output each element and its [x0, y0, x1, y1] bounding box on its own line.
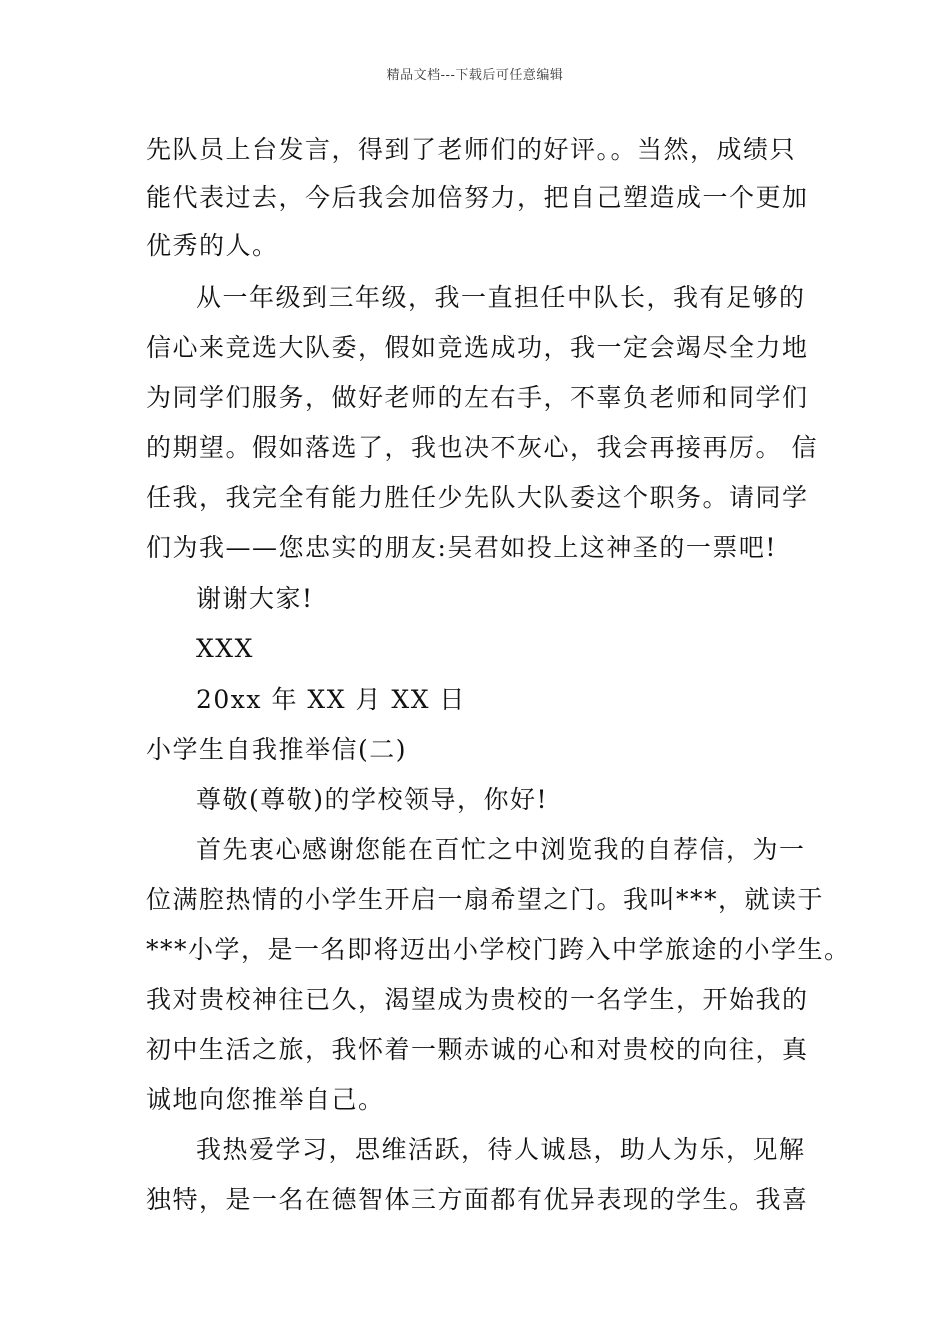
- text-line: 我对贵校神往已久，渴望成为贵校的一名学生，开始我的: [146, 985, 809, 1014]
- text-line: 信心来竞选大队委，假如竞选成功，我一定会竭尽全力地: [146, 333, 809, 362]
- signature-date: 20xx 年 XX 月 XX 日: [196, 685, 466, 714]
- section-title: 小学生自我推举信(二): [146, 735, 408, 764]
- text-line: 的期望。假如落选了，我也决不灰心，我会再接再厉。 信: [146, 433, 818, 462]
- text-line: 为同学们服务，做好老师的左右手，不辜负老师和同学们: [146, 383, 809, 412]
- salutation: 尊敬(尊敬)的学校领导，你好!: [196, 785, 549, 814]
- text-line: 从一年级到三年级，我一直担任中队长，我有足够的: [196, 283, 806, 312]
- text-line: 能代表过去，今后我会加倍努力，把自己塑造成一个更加: [146, 183, 809, 212]
- page-header: 精品文档---下载后可任意编辑: [386, 68, 564, 83]
- closing-thanks: 谢谢大家!: [196, 584, 314, 613]
- text-line: 首先衷心感谢您能在百忙之中浏览我的自荐信，为一: [196, 835, 806, 864]
- text-line: ***小学，是一名即将迈出小学校门跨入中学旅途的小学生。: [146, 935, 851, 964]
- text-line: 独特，是一名在德智体三方面都有优异表现的学生。我喜: [146, 1185, 809, 1214]
- text-line: 们为我——您忠实的朋友:吴君如投上这神圣的一票吧!: [146, 533, 777, 562]
- text-line: 诚地向您推举自己。: [146, 1085, 385, 1114]
- text-line: 我热爱学习，思维活跃，待人诚恳，助人为乐，见解: [196, 1135, 806, 1164]
- signature-name: XXX: [196, 634, 254, 663]
- text-line: 位满腔热情的小学生开启一扇希望之门。我叫***，就读于: [146, 885, 825, 914]
- text-line: 初中生活之旅，我怀着一颗赤诚的心和对贵校的向往，真: [146, 1035, 809, 1064]
- text-line: 先队员上台发言，得到了老师们的好评。。当然，成绩只: [146, 135, 797, 164]
- text-line: 优秀的人。: [146, 231, 279, 260]
- text-line: 任我，我完全有能力胜任少先队大队委这个职务。请同学: [146, 483, 809, 512]
